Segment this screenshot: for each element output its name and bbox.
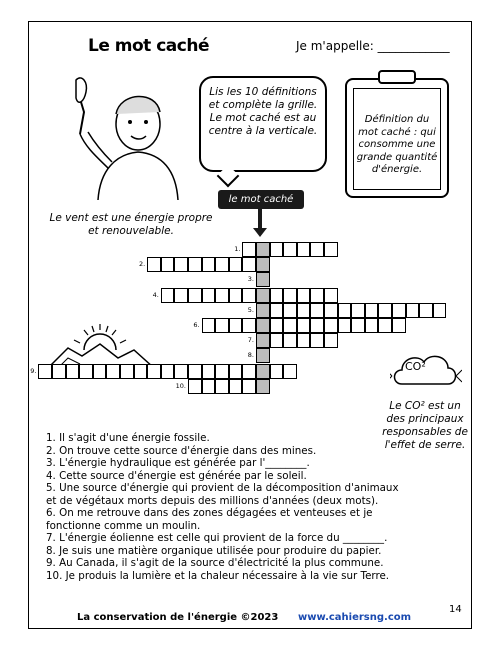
co2-note: Le CO² est un des principaux responsables de l'effet de serre. [382,400,468,451]
crossword-cell[interactable] [202,318,216,333]
crossword-cell[interactable] [202,257,216,272]
wind-note: Le vent est une énergie propre et renouvelable. [49,212,213,237]
crossword-cell[interactable] [365,318,379,333]
crossword-cell[interactable] [147,257,161,272]
crossword-cell[interactable] [229,288,243,303]
clue-item: fonctionne comme un moulin. [46,519,201,532]
crossword-cell[interactable] [283,364,297,379]
clue-list [46,432,466,582]
crossword-cell[interactable] [324,318,338,333]
crossword-cell[interactable] [147,364,161,379]
hidden-word-definition: Définition du mot caché : qui consomme une grande quantité d'énergie. [356,114,438,175]
crossword-cell[interactable] [392,303,406,318]
crossword-cell[interactable] [270,364,284,379]
crossword-cell[interactable] [324,333,338,348]
co2-cloud-icon [390,346,462,396]
crossword-cell[interactable] [106,364,120,379]
clipboard-clip-icon [378,70,416,84]
crossword-cell[interactable] [229,364,243,379]
hidden-word-cell[interactable] [256,364,270,379]
crossword-cell[interactable] [310,288,324,303]
crossword-cell[interactable] [392,318,406,333]
row-number-label: 1. [234,245,241,253]
crossword-cell[interactable] [351,318,365,333]
hidden-word-cell[interactable] [256,303,270,318]
crossword-cell[interactable] [338,303,352,318]
crossword-cell[interactable] [406,303,420,318]
crossword-cell[interactable] [52,364,66,379]
crossword-cell[interactable] [270,318,284,333]
crossword-cell[interactable] [378,318,392,333]
row-number-label: 8. [247,351,254,360]
instruction-text: Lis les 10 définitions et complète la grille. Le mot caché est au centre à la verticale. [208,86,318,137]
hidden-word-tag: le mot caché [218,190,304,209]
crossword-cell[interactable] [310,303,324,318]
crossword-cell[interactable] [297,242,311,257]
crossword-cell[interactable] [242,379,256,394]
crossword-cell[interactable] [433,303,447,318]
crossword-cell[interactable] [351,303,365,318]
hidden-word-cell[interactable] [256,333,270,348]
crossword-cell[interactable] [174,364,188,379]
clue-item: 9. Au Canada, il s'agit de la source d'électricité la plus commune. [46,557,384,569]
crossword-cell[interactable] [283,303,297,318]
crossword-cell[interactable] [242,242,256,257]
crossword-cell[interactable] [202,288,216,303]
crossword-cell[interactable] [242,364,256,379]
crossword-cell[interactable] [324,288,338,303]
crossword-cell[interactable] [174,257,188,272]
row-number-label: 9. [30,366,37,375]
row-number-label: 4. [152,290,159,299]
crossword-cell[interactable] [283,318,297,333]
row-number-label: 3. [247,275,254,284]
clue-item: 6. On me retrouve dans des zones dégagées et venteuses et je [46,507,373,519]
crossword-cell[interactable] [419,303,433,318]
clue-item: 10. Je produis la lumière et la chaleur nécessaire à la vie sur Terre. [46,569,390,582]
clue-item: 8. Je suis une matière organique utilisée pour produire du papier. [46,544,382,557]
crossword-cell[interactable] [215,364,229,379]
crossword-cell[interactable] [202,379,216,394]
arrow-head-icon [253,228,267,237]
crossword-cell[interactable] [242,257,256,272]
student-illustration [38,72,188,202]
clue-item: 5. Une source d'énergie qui provient de la décomposition d'animaux [46,482,399,494]
hidden-word-cell[interactable] [256,242,270,257]
crossword-cell[interactable] [310,318,324,333]
crossword-cell[interactable] [161,257,175,272]
hidden-word-cell[interactable] [256,379,270,394]
crossword-cell[interactable] [338,318,352,333]
crossword-cell[interactable] [174,288,188,303]
crossword-cell[interactable] [297,333,311,348]
clue-item: et de végétaux morts depuis des millions d'années (deux mots). [46,494,379,507]
crossword-cell[interactable] [215,288,229,303]
crossword-cell[interactable] [188,379,202,394]
crossword-cell[interactable] [365,303,379,318]
hidden-word-cell[interactable] [256,257,270,272]
crossword-cell[interactable] [202,364,216,379]
row-number-label: 5. [247,305,254,314]
crossword-cell[interactable] [270,303,284,318]
crossword-cell[interactable] [283,333,297,348]
crossword-cell[interactable] [215,257,229,272]
crossword-cell[interactable] [270,242,284,257]
crossword-cell[interactable] [188,364,202,379]
clue-item: 2. On trouve cette source d'énergie dans des mines. [46,444,317,457]
crossword-cell[interactable] [38,364,52,379]
crossword-cell[interactable] [188,257,202,272]
crossword-cell[interactable] [297,303,311,318]
crossword-cell[interactable] [66,364,80,379]
crossword-cell[interactable] [324,242,338,257]
crossword-cell[interactable] [161,364,175,379]
row-number-label: 7. [247,336,254,345]
row-number-label: 6. [193,321,200,329]
page-title: Le mot caché [88,36,209,56]
crossword-cell[interactable] [310,333,324,348]
crossword-cell[interactable] [229,318,243,333]
clue-item: 1. Il s'agit d'une énergie fossile. [46,432,210,444]
crossword-cell[interactable] [283,288,297,303]
footer-title: La conservation de l'énergie ©2023 [77,612,279,623]
name-field: Je m'appelle: ____________ [296,39,450,53]
crossword-cell[interactable] [161,288,175,303]
crossword-cell[interactable] [188,288,202,303]
hidden-word-cell[interactable] [256,272,270,287]
crossword-cell[interactable] [324,303,338,318]
crossword-cell[interactable] [242,288,256,303]
crossword-cell[interactable] [297,318,311,333]
clue-item: 4. Cette source d'énergie est générée par le soleil. [46,469,307,482]
clue-item: 7. L'énergie éolienne est celle qui provient de la force du ________. [46,532,388,544]
hidden-word-cell[interactable] [256,288,270,303]
clue-item: 3. L'énergie hydraulique est générée par l'________. [46,457,310,469]
crossword-cell[interactable] [215,379,229,394]
crossword-cell[interactable] [297,288,311,303]
page-number: 14 [449,604,462,615]
crossword-cell[interactable] [229,379,243,394]
row-number-label: 2. [138,260,146,269]
crossword-cell[interactable] [242,318,256,333]
footer-url-link[interactable]: www.cahiersng.com [298,612,412,623]
crossword-cell[interactable] [79,364,93,379]
crossword-cell[interactable] [93,364,107,379]
crossword-cell[interactable] [134,364,148,379]
crossword-cell[interactable] [215,318,229,333]
crossword-cell[interactable] [120,364,134,379]
crossword-cell[interactable] [378,303,392,318]
crossword-cell[interactable] [270,288,284,303]
crossword-cell[interactable] [270,333,284,348]
crossword-cell[interactable] [283,242,297,257]
crossword-cell[interactable] [229,257,243,272]
hidden-word-cell[interactable] [256,348,270,363]
co2-label: CO² [405,360,426,373]
hidden-word-cell[interactable] [256,318,270,333]
row-number-label: 10. [175,381,186,390]
crossword-cell[interactable] [310,242,324,257]
